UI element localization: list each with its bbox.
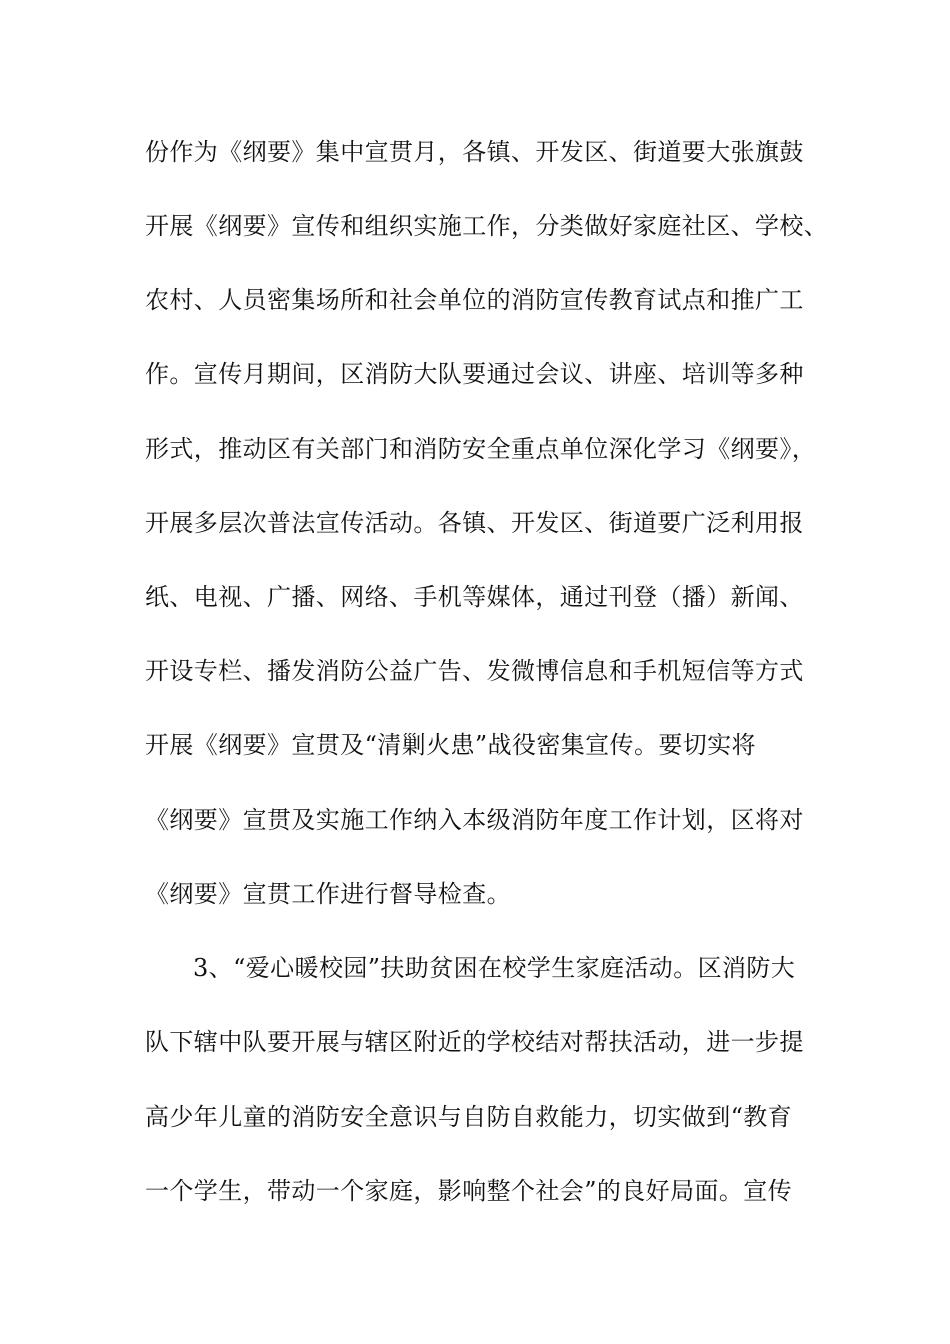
paragraph-line: 份作为《纲要》集中宣贯月，各镇、开发区、街道要大张旗鼓 xyxy=(145,138,804,166)
paragraph-line: 《纲要》宣贯工作进行督导检查。 xyxy=(145,880,511,908)
paragraph-line: 农村、人员密集场所和社会单位的消防宣传教育试点和推广工 xyxy=(145,286,804,314)
paragraph-line: 3、“爱心暖校园”扶助贫困在校学生家庭活动。区消防大 xyxy=(193,954,796,982)
paragraph-line: 形式，推动区有关部门和消防安全重点单位深化学习《纲要》， xyxy=(145,435,817,463)
paragraph-line: 开展多层次普法宣传活动。各镇、开发区、街道要广泛利用报 xyxy=(145,509,804,537)
paragraph-line: 开设专栏、播发消防公益广告、发微博信息和手机短信等方式 xyxy=(145,657,804,685)
paragraph-line: 作。宣传月期间，区消防大队要通过会议、讲座、培训等多种 xyxy=(145,360,804,388)
paragraph-line: 纸、电视、广播、网络、手机等媒体，通过刊登（播）新闻、 xyxy=(145,583,804,611)
paragraph-line: 队下辖中队要开展与辖区附近的学校结对帮扶活动，进一步提 xyxy=(145,1028,804,1056)
paragraph-line: 开展《纲要》宣传和组织实施工作，分类做好家庭社区、学校、 xyxy=(145,212,829,240)
paragraph-line: 《纲要》宣贯及实施工作纳入本级消防年度工作计划，区将对 xyxy=(145,806,804,834)
paragraph-line: 高少年儿童的消防安全意识与自防自救能力，切实做到“教育 xyxy=(145,1103,793,1131)
paragraph-line: 开展《纲要》宣贯及“清剿火患”战役密集宣传。要切实将 xyxy=(145,731,756,759)
paragraph-line: 一个学生，带动一个家庭，影响整个社会”的良好局面。宣传 xyxy=(145,1177,793,1205)
